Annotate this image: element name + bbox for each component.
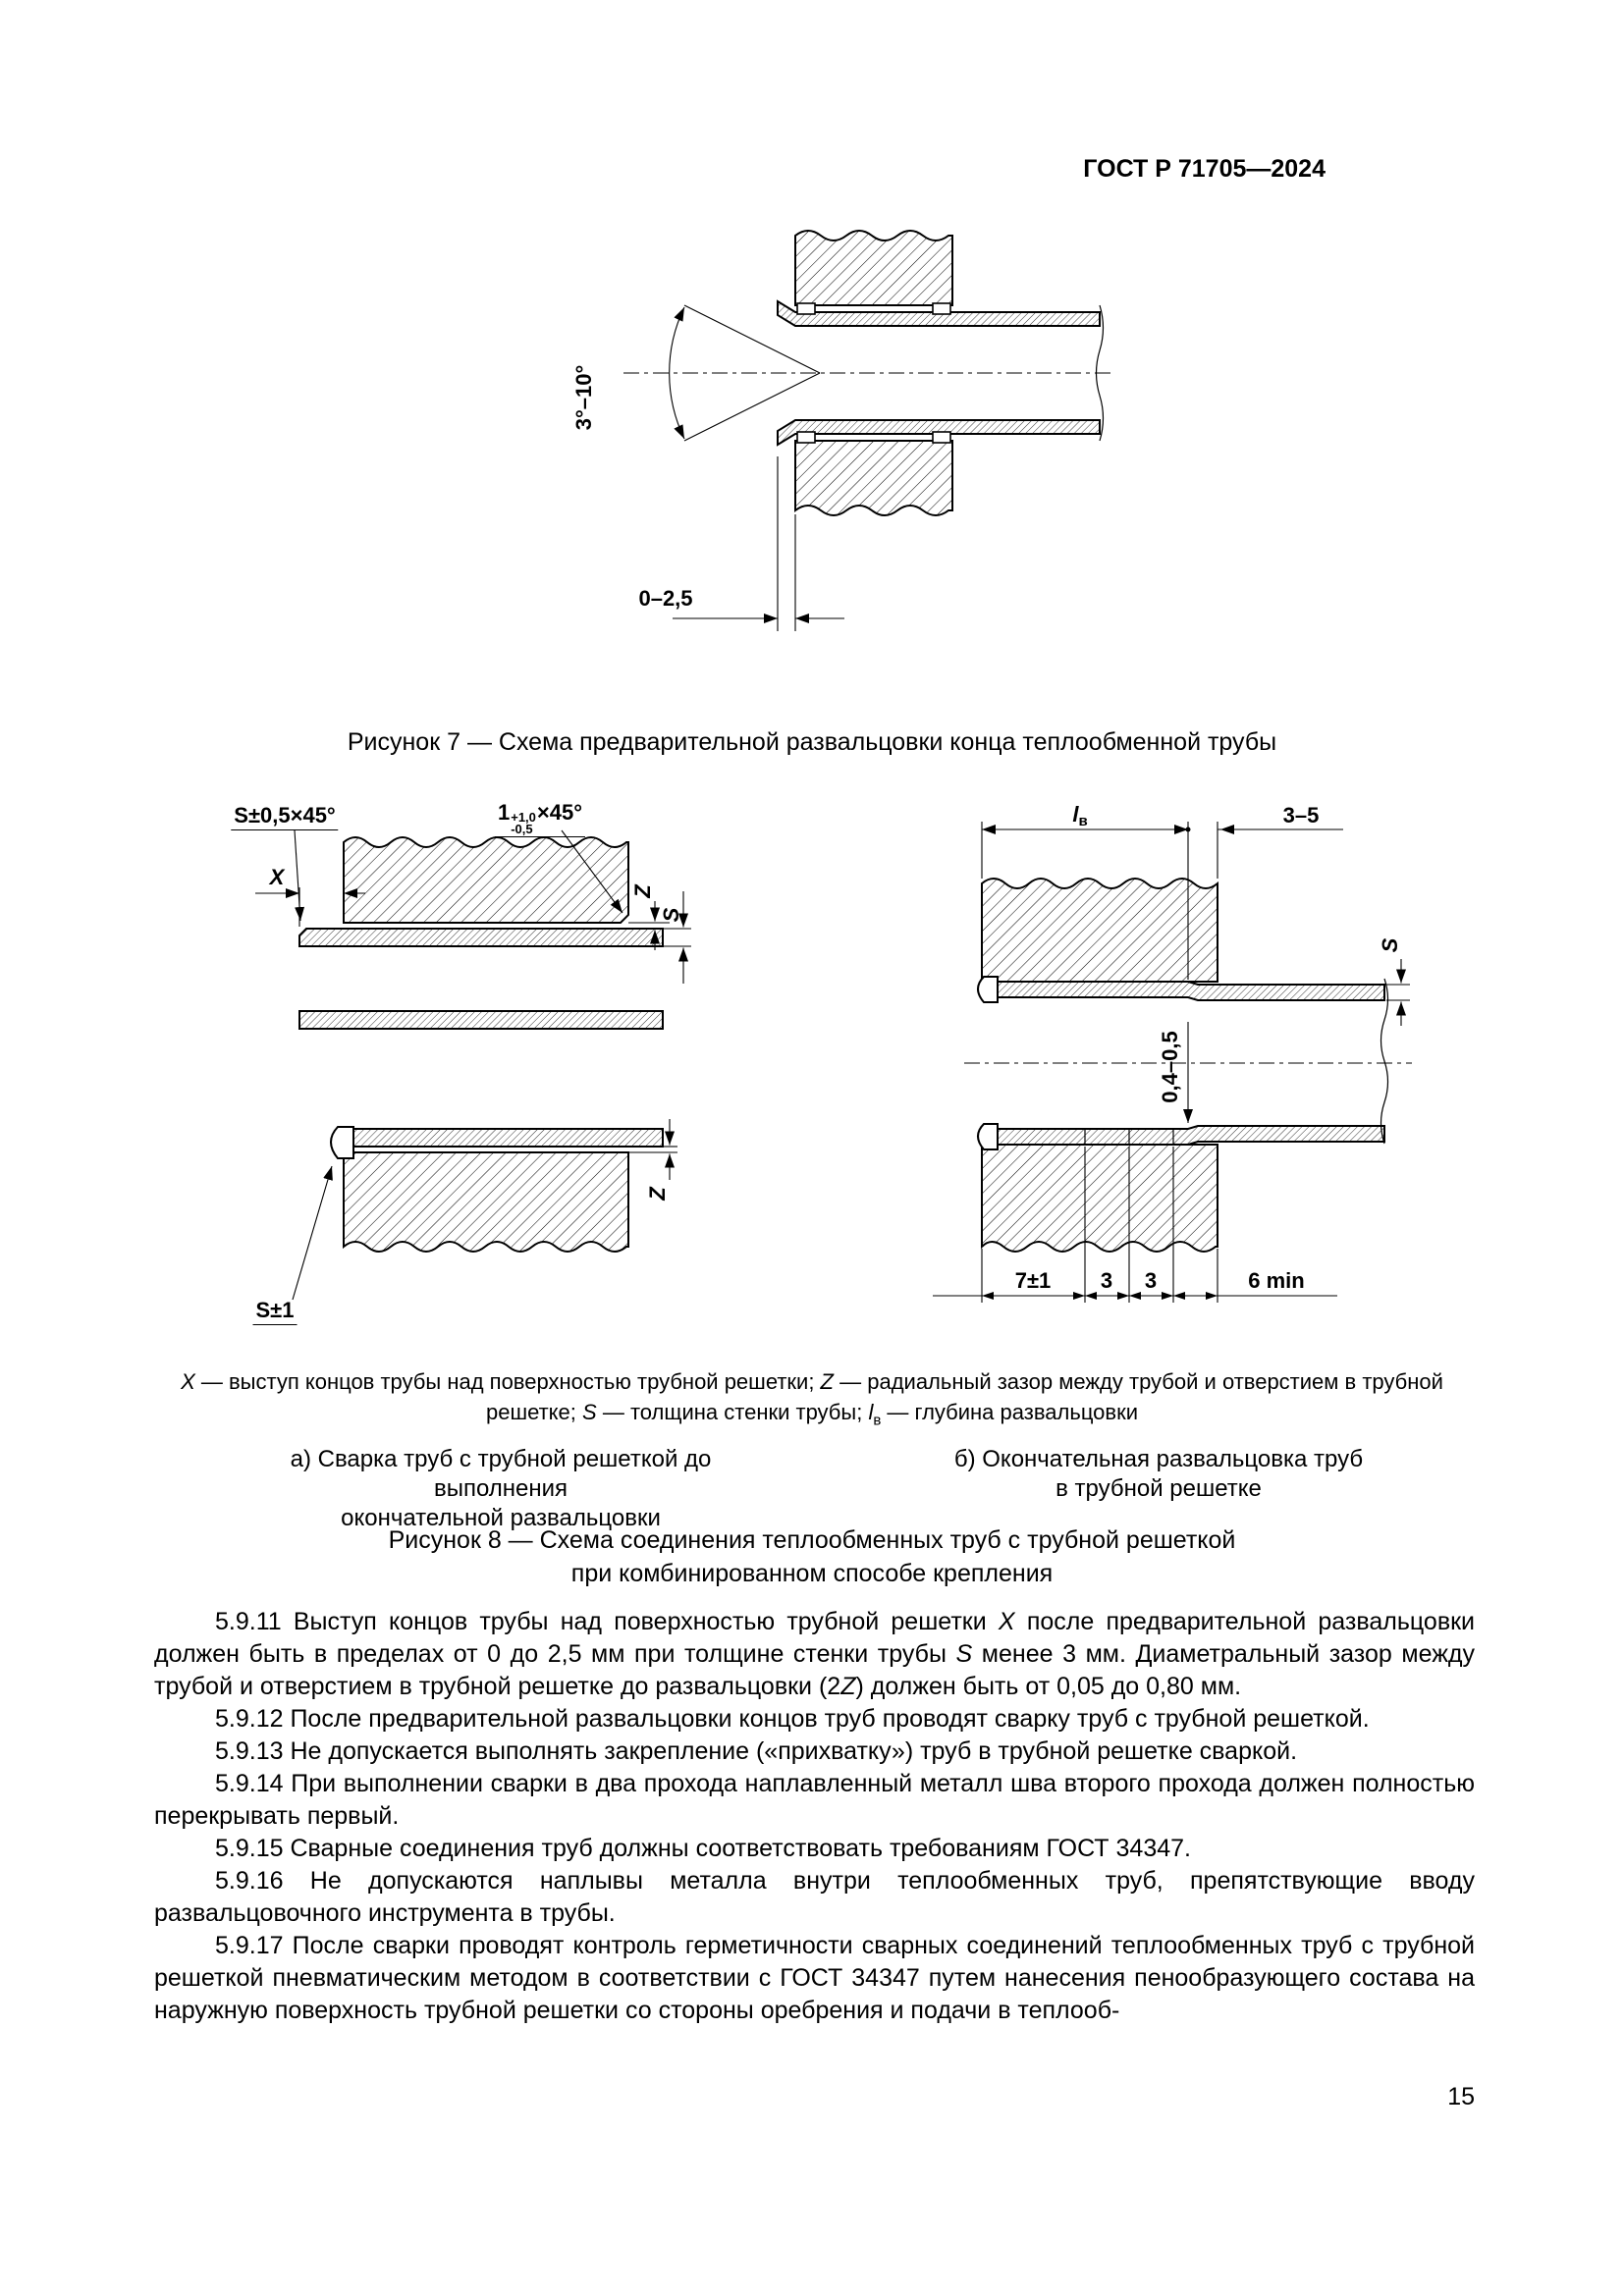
doc-number: ГОСТ Р 71705—2024 bbox=[1083, 155, 1326, 183]
fig8a-edge-chamfer-label: S±0,5×45° bbox=[231, 803, 338, 830]
figure8a-subcaption-line2: окончательной развальцовки bbox=[341, 1505, 661, 1531]
fig8b-expansion-depth-label bbox=[1072, 802, 1087, 829]
fig8a-gap-z-bottom-label: Z bbox=[645, 1187, 670, 1201]
figure8b-subcaption-line1: б) Окончательная развальцовка труб bbox=[953, 1446, 1364, 1472]
fig7-protrusion-label: 0–2,5 bbox=[638, 586, 693, 611]
chamfer-upper-tolerance: +1,0 bbox=[511, 810, 536, 825]
figure7-caption: Рисунок 7 — Схема предварительной развальцовки конца теплообменной трубы bbox=[347, 728, 1277, 756]
chamfer-lower-tolerance: -0,5 bbox=[511, 822, 533, 836]
fig8b-wall-s-label: S bbox=[1378, 937, 1402, 953]
depth-subscript: в bbox=[1078, 813, 1088, 829]
fig8a-hole-chamfer-label bbox=[495, 800, 585, 837]
body-paragraph: 5.9.14 При выполнении сварки в два прохода наплавленный металл шва второго прохода должен полностью перекрывать первый. bbox=[154, 1770, 1475, 1830]
weld-bead bbox=[331, 1127, 353, 1158]
depth-symbol: l bbox=[1072, 802, 1079, 827]
body-paragraph: 5.9.15 Сварные соединения труб должны соответствовать требованиям ГОСТ 34347. bbox=[215, 1835, 1191, 1862]
tube-break-line bbox=[1381, 979, 1388, 1144]
figure8-caption-line1: Рисунок 8 — Схема соединения теплообменных труб с трубной решеткой bbox=[388, 1526, 1236, 1554]
tube-sheet-section bbox=[344, 837, 628, 923]
fig8a-gap-z-top-label: Z bbox=[630, 884, 655, 898]
page-number: 15 bbox=[1447, 2083, 1475, 2110]
fig8b-weld-7-label: 7±1 bbox=[1014, 1268, 1052, 1293]
chamfer-suffix: ×45° bbox=[536, 800, 583, 825]
tube-section bbox=[299, 929, 663, 1029]
body-text bbox=[154, 1606, 1475, 2027]
body-paragraph: 5.9.17 После сварки проводят контроль герметичности сварных соединений теплообменных труб с трубной решеткой пневматическим методом в соответствии с ГОСТ 34347 путем нанесения пенообразующего состава на наружную поверхность трубной решетки со стороны оребрения и подачи в теплооб- bbox=[154, 1932, 1475, 2024]
fig8a-wall-s-label: S bbox=[659, 907, 683, 923]
fig8a-weld-size-label: S±1 bbox=[253, 1298, 298, 1325]
figure8a-subcaption bbox=[226, 1445, 776, 1533]
figure8b-subcaption bbox=[913, 1445, 1404, 1504]
tube-sheet-section bbox=[344, 1152, 628, 1252]
figure8b-subcaption-line2: в трубной решетке bbox=[1056, 1475, 1262, 1502]
fig8b-range-3-5-label: 3–5 bbox=[1282, 803, 1320, 828]
figure7-drawing bbox=[491, 211, 1119, 672]
body-paragraph: 5.9.12 После предварительной развальцовки концов труб проводят сварку труб с трубной решеткой. bbox=[215, 1705, 1370, 1733]
body-paragraph: 5.9.13 Не допускается выполнять закрепление («прихватку») труб в трубной решетке сваркой. bbox=[215, 1737, 1298, 1765]
fig7-angle-label: 3°–10° bbox=[571, 364, 596, 431]
body-paragraph: 5.9.11 Выступ концов трубы над поверхностью трубной решетки X после предварительной развальцовки должен быть в пределах от 0 до 2,5 мм при толщине стенки трубы S менее 3 мм. Диаметральный зазор между трубой и отверстием в трубной решетке до развальцовки (2Z) должен быть от 0,05 до 0,80 мм. bbox=[154, 1608, 1476, 1700]
chamfer-base: 1 bbox=[497, 800, 511, 825]
tube-section bbox=[342, 1129, 663, 1147]
fig8b-groove-3b-label: 3 bbox=[1144, 1268, 1158, 1293]
figure8-caption-line2: при комбинированном способе крепления bbox=[570, 1560, 1054, 1587]
fig8b-groove-3a-label: 3 bbox=[1100, 1268, 1113, 1293]
fig8b-min-6-label: 6 min bbox=[1248, 1268, 1305, 1293]
body-paragraph: 5.9.16 Не допускаются наплывы металла внутри теплообменных труб, препятствующие вводу развальцовочного инструмента в трубы. bbox=[154, 1867, 1475, 1927]
figure8-caption bbox=[0, 1523, 1624, 1590]
figure8a-drawing bbox=[216, 805, 697, 1355]
fig8a-protrusion-x-label: X bbox=[269, 865, 285, 889]
fig8b-step-label: 0,4–0,5 bbox=[1158, 1031, 1182, 1103]
figure8a-subcaption-line1: а) Сварка труб с трубной решеткой до выполнения bbox=[290, 1446, 712, 1502]
figure8-legend: X — выступ концов трубы над поверхностью трубной решетки; Z — радиальный зазор между трубой и отверстием в трубной решетке; S — толщина стенки трубы; $l_в$ — глубина развальцовки bbox=[181, 1369, 1443, 1429]
